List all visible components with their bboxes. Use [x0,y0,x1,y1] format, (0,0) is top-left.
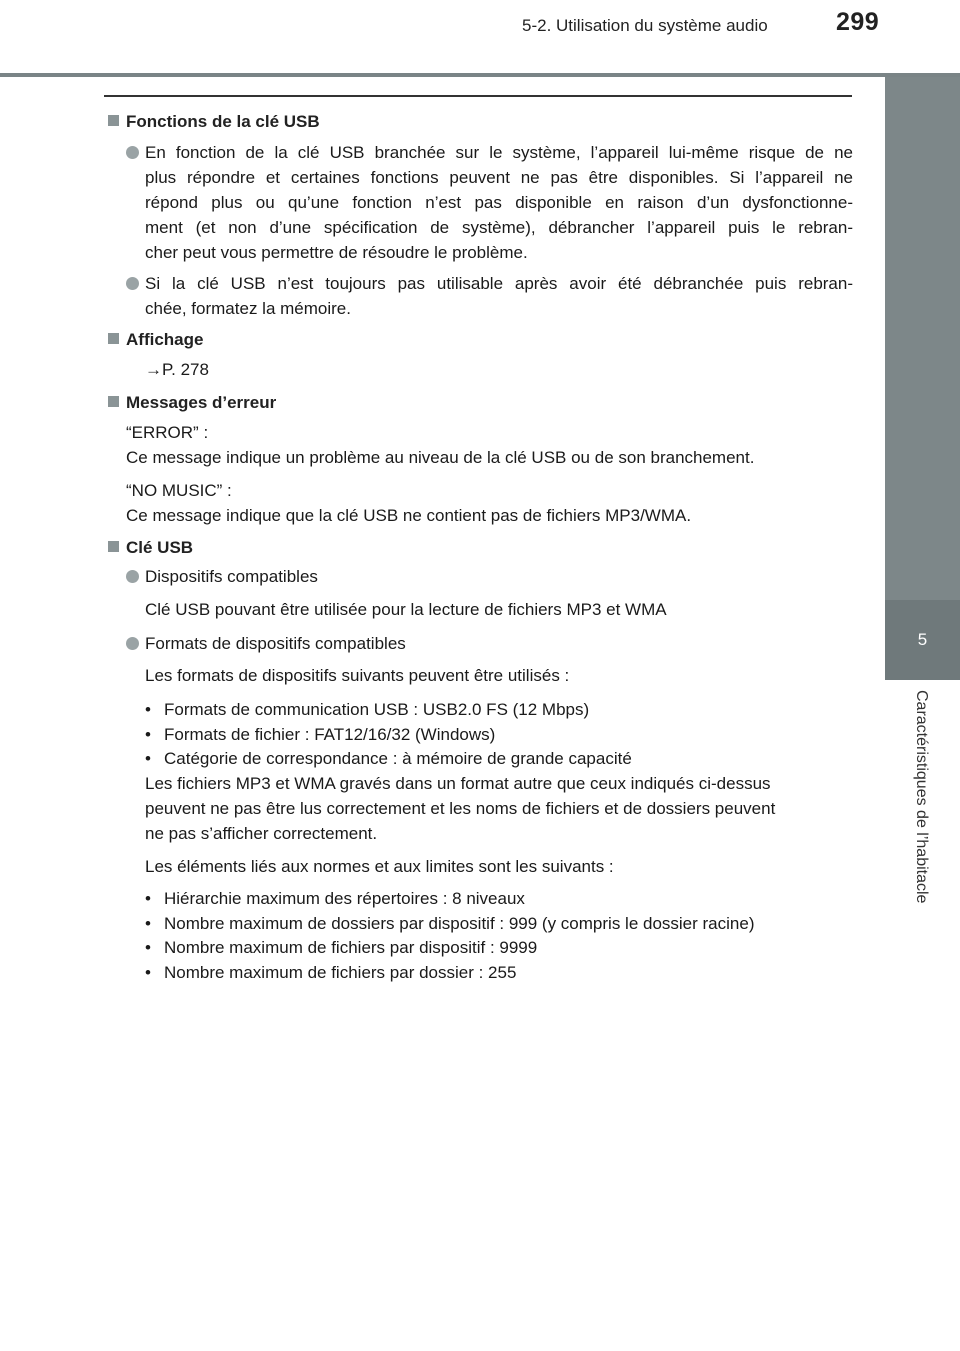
circle-bullet-icon [126,277,139,290]
square-bullet-icon [108,115,119,126]
section-heading-usb-functions: Fonctions de la clé USB [108,112,320,132]
section-heading-usb-key: Clé USB [108,538,193,558]
formats-intro: Les formats de dispositifs suivants peuvent être utilisés : [145,666,570,685]
chapter-label: Caractéristiques de l’habitacle [913,690,930,904]
page-number: 299 [836,8,880,36]
section-heading-errors: Messages d’erreur [108,393,276,413]
usb-functions-bullet-1: En fonction de la clé USB branchée sur le système, l’appareil lui-même risque de ne plus répondre et certaines fonctions peuvent ne pas être disponibles. Si l’appareil ne répond plus ou qu’une fonction n’est pas disponible en raison d’un dysfonctionne- ment (et non d’une spécification de système), débrancher l’appareil puis le rebran- cher peut vous permettre de résoudre le problème. [126,140,853,265]
chapter-number: 5 [917,630,928,649]
limits-intro: Les éléments liés aux normes et aux limites sont les suivants : [145,857,614,876]
content-rule [104,95,852,97]
list-item: • Formats de fichier : FAT12/16/32 (Windows) [145,723,632,748]
usb-functions-bullet-2: Si la clé USB n’est toujours pas utilisable après avoir été débranchée puis rebran- chée, formatez la mémoire. [126,271,853,321]
square-bullet-icon [108,333,119,344]
error-message-block [126,420,836,470]
section-heading-display: Affichage [108,330,203,350]
nomusic-description: Ce message indique que la clé USB ne contient pas de fichiers MP3/WMA. [126,506,692,525]
error-label: “ERROR” : [126,423,209,442]
circle-bullet-icon [126,570,139,583]
formats-note: Les fichiers MP3 et WMA gravés dans un format autre que ceux indiqués ci-dessus peuvent ne pas être lus correctement et les noms de fichiers et de dossiers peuvent ne pas s’afficher correctement. [145,774,776,843]
limits-list [145,887,754,985]
header-rule [0,73,960,77]
list-item: • Nombre maximum de dossiers par dispositif : 999 (y compris le dossier racine) [145,912,754,937]
compatible-devices-bullet: Dispositifs compatibles [126,564,853,589]
compatible-devices-text: Clé USB pouvant être utilisée pour la lecture de fichiers MP3 et WMA [145,600,667,619]
formats-list [145,698,632,772]
nomusic-label: “NO MUSIC” : [126,481,232,500]
list-item: • Formats de communication USB : USB2.0 FS (12 Mbps) [145,698,632,723]
square-bullet-icon [108,396,119,407]
circle-bullet-icon [126,146,139,159]
list-item: • Nombre maximum de fichiers par dispositif : 9999 [145,936,754,961]
chapter-tab-number [885,600,960,680]
nomusic-message-block [126,478,836,528]
list-item: • Nombre maximum de fichiers par dossier : 255 [145,961,754,986]
list-item: • Catégorie de correspondance : à mémoire de grande capacité [145,747,632,772]
running-header: 5-2. Utilisation du système audio [522,16,768,35]
chapter-tab-bar [885,77,960,600]
compatible-formats-bullet: Formats de dispositifs compatibles [126,631,853,656]
chapter-side-label [902,690,928,930]
circle-bullet-icon [126,637,139,650]
error-description: Ce message indique un problème au niveau de la clé USB ou de son branchement. [126,448,755,467]
square-bullet-icon [108,541,119,552]
display-page-reference: →P. 278 [145,360,209,379]
list-item: • Hiérarchie maximum des répertoires : 8 niveaux [145,887,754,912]
